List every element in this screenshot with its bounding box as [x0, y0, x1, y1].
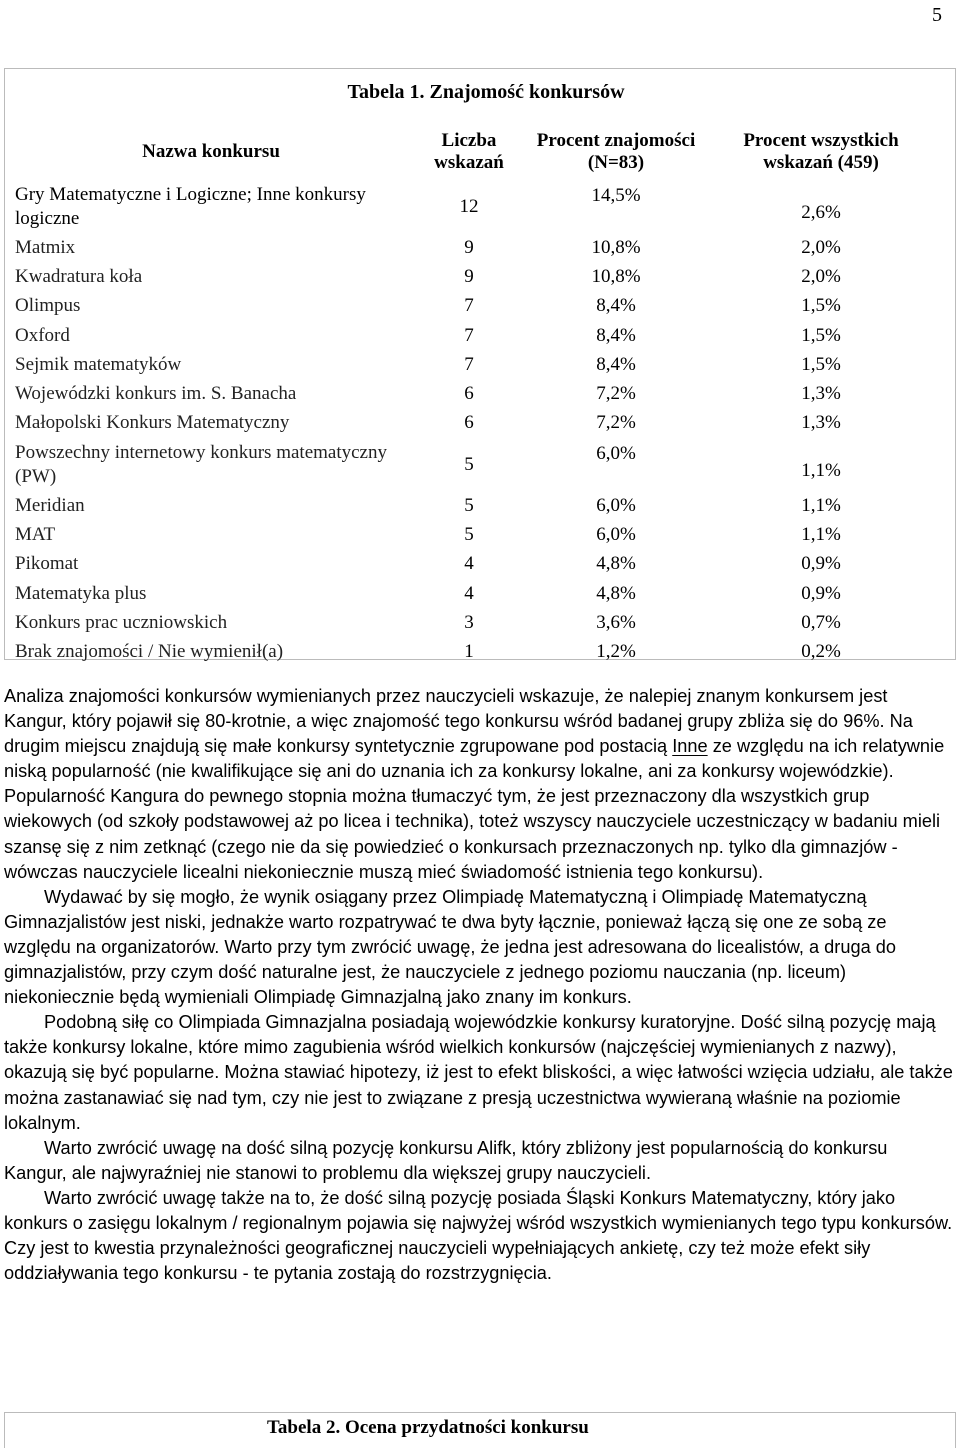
row-pct-known: 8,4%: [596, 295, 636, 317]
row-name: Sejmik matematyków: [15, 353, 182, 375]
paragraph-3: Podobną siłę co Olimpiada Gimnazjalna posiadają wojewódzkie konkursy kuratoryjne. Dość silną pozycję mają także konkursy lokalne, które mimo zagubienia wśród wielkich konkursów (najczęściej wymienianych z nazwy), okazują się być popularne. Można stawiać hipotezy, iż jest to efekt bliskości, a więc łatwości wzięcia udziału, ale także można zastanawiać się nad tym, czy nie jest to związane z presją uczestnictwa wywieraną właśnie na poziomie lokalnym.: [4, 1012, 953, 1133]
row-count: 3: [464, 611, 474, 633]
row-count: 6: [464, 412, 474, 434]
row-pct-known: 10,8%: [591, 265, 641, 287]
row-count: 7: [464, 324, 474, 346]
row-pct-all: 0,9%: [801, 582, 841, 604]
table-1-title: Tabela 1. Znajomość konkursów: [347, 81, 625, 103]
row-pct-all: 1,1%: [801, 524, 841, 546]
header-name: Nazwa konkursu: [142, 141, 280, 162]
row-pct-all: 1,1%: [801, 459, 841, 481]
row-name: Małopolski Konkurs Matematyczny: [15, 412, 290, 434]
row-count: 7: [464, 353, 474, 375]
page-number: 5: [932, 4, 942, 26]
row-pct-known: 3,6%: [596, 611, 636, 633]
row-pct-known: 6,0%: [596, 494, 636, 516]
row-name: Konkurs prac uczniowskich: [15, 611, 228, 633]
table-row: [9, 350, 941, 379]
row-name: Olimpus: [15, 295, 81, 317]
row-count: 1: [464, 641, 474, 663]
paragraph-2: Wydawać by się mogło, że wynik osiągany przez Olimpiadę Matematyczną i Olimpiadę Matematyczną Gimnazjalistów jest niski, jednakże warto rozpatrywać te dwa byty łącznie, ponieważ łączą się one ze sobą ze względu na organizatorów. Warto przy tym zwrócić uwagę, że jedna jest adresowana do licealistów, a druga do gimnazjalistów, przy czym dość naturalne jest, że nauczyciele z jednego poziomu nauczania (np. liceum) niekoniecznie będą wymieniali Olimpiadę Gimnazjalną jako znany im konkurs.: [4, 886, 896, 1008]
row-pct-all: 2,6%: [801, 201, 841, 223]
row-pct-all: 0,2%: [801, 641, 841, 663]
row-name: Powszechny internetowy konkurs matematyczny (PW): [15, 441, 387, 487]
row-name: Meridian: [15, 494, 85, 516]
row-pct-all: 1,1%: [801, 494, 841, 516]
table-header-row: [9, 124, 941, 180]
row-count: 5: [464, 524, 474, 546]
row-pct-known: 8,4%: [596, 353, 636, 375]
table-row: [9, 550, 941, 579]
row-pct-all: 2,0%: [801, 236, 841, 258]
row-pct-all: 1,5%: [801, 324, 841, 346]
table-row: [9, 409, 941, 438]
row-name: Pikomat: [15, 553, 79, 575]
row-count: 4: [464, 553, 474, 575]
row-count: 4: [464, 582, 474, 604]
row-pct-known: 1,2%: [596, 641, 636, 663]
table-row: [9, 638, 941, 667]
row-pct-all: 1,5%: [801, 353, 841, 375]
table-row: [9, 180, 941, 233]
row-pct-known: 4,8%: [596, 553, 636, 575]
row-pct-known: 7,2%: [596, 412, 636, 434]
table-row: [9, 233, 941, 262]
header-count: Liczba wskazań: [434, 130, 504, 173]
row-pct-known: 4,8%: [596, 582, 636, 604]
row-pct-all: 0,9%: [801, 553, 841, 575]
row-name: MAT: [15, 524, 56, 546]
table-1-frame: [4, 68, 956, 663]
row-count: 6: [464, 383, 474, 405]
table-row: [9, 520, 941, 549]
row-count: 5: [464, 494, 474, 516]
table-row: [9, 262, 941, 291]
inne-term: Inne: [672, 736, 708, 757]
table-row: [9, 321, 941, 350]
table-row: [9, 292, 941, 321]
row-pct-all: 1,3%: [801, 412, 841, 434]
row-count: 12: [459, 195, 479, 217]
row-name: Brak znajomości / Nie wymienił(a): [15, 641, 284, 663]
row-pct-all: 1,3%: [801, 383, 841, 405]
paragraph-1: Analiza znajomości konkursów wymienianych przez nauczycieli wskazuje, że nalepiej znanym konkursem jest Kangur, który pojawił się 80-krotnie, a więc znajomość tego konkursu wśród badanej grupy zbliża się do 96%. Na drugim miejscu znajdują się małe konkursy syntetycznie zgrupowane pod postacią Inne ze względu na ich relatywnie niską popularność (nie kwalifikujące się ani do uznania ich za konkursy lokalne, ani za konkursy wojewódzkie). Popularność Kangura do pewnego stopnia można tłumaczyć tym, że jest przeznaczony dla wszystkich grup wiekowych (od szkoły podstawowej aż po licea i technika), toteż wszyscy nauczyciele uczestniczący w badaniu mieli szansę się z nim zetknąć (czego nie da się powiedzieć o konkursach przeznaczonych np. tylko dla gimnazjów - wówczas nauczyciele licealni niekoniecznie muszą mieć świadomość istnienia tego konkursu).: [4, 686, 945, 882]
row-pct-known: 10,8%: [591, 236, 641, 258]
header-pct-all: Procent wszystkich wskazań (459): [743, 130, 899, 173]
row-pct-all: 2,0%: [801, 265, 841, 287]
row-name: Kwadratura koła: [15, 265, 143, 287]
row-name: Gry Matematyczne i Logiczne; Inne konkursy logiczne: [15, 183, 366, 229]
table-row: [9, 438, 941, 491]
row-name: Matematyka plus: [15, 582, 147, 604]
header-pct-known: Procent znajomości (N=83): [536, 130, 696, 173]
body-text: [4, 684, 954, 1286]
row-name: Matmix: [15, 236, 76, 258]
table-2-title: Tabela 2. Ocena przydatności konkursu: [267, 1417, 589, 1438]
row-count: 9: [464, 236, 474, 258]
table-row: [9, 491, 941, 520]
table-row: [9, 579, 941, 608]
row-name: Oxford: [15, 324, 70, 346]
row-count: 7: [464, 295, 474, 317]
row-pct-known: 14,5%: [591, 184, 641, 206]
row-pct-known: 6,0%: [596, 524, 636, 546]
row-name: Wojewódzki konkurs im. S. Banacha: [15, 383, 297, 405]
table-2-frame: [4, 1412, 956, 1448]
paragraph-4: Warto zwrócić uwagę na dość silną pozycję konkursu Alifk, który zbliżony jest popularnością do konkursu Kangur, ale najwyraźniej nie stanowi to problemu dla większej grupy nauczycieli.: [4, 1137, 888, 1183]
table-row: [9, 379, 941, 408]
row-pct-known: 8,4%: [596, 324, 636, 346]
table-row: [9, 608, 941, 637]
table-1: [9, 124, 941, 667]
row-pct-known: 6,0%: [596, 442, 636, 464]
row-pct-all: 0,7%: [801, 611, 841, 633]
paragraph-5: Warto zwrócić uwagę także na to, że dość silną pozycję posiada Śląski Konkurs Matematyczny, który jako konkurs o zasięgu lokalnym / regionalnym pojawia się najwyżej wśród wszystkich wymienianych tego typu konkursów. Czy jest to kwestia przynależności geograficznej nauczycieli wypełniających ankietę, czy też może efekt siły oddziaływania tego konkursu - te pytania zostają do rozstrzygnięcia.: [4, 1187, 953, 1284]
row-pct-all: 1,5%: [801, 295, 841, 317]
row-count: 9: [464, 265, 474, 287]
row-pct-known: 7,2%: [596, 383, 636, 405]
row-count: 5: [464, 453, 474, 475]
